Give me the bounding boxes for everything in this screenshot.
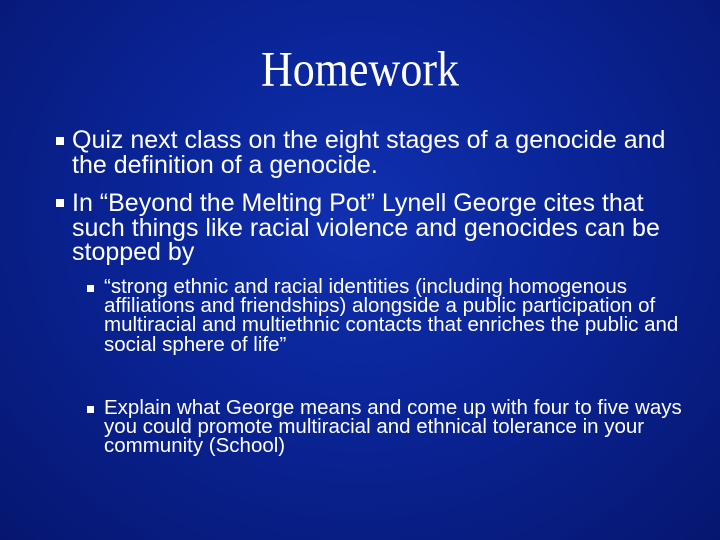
bullet-item: Quiz next class on the eight stages of a genocide and the definition of a genocide. bbox=[72, 126, 666, 179]
sub-bullet-marker-icon bbox=[87, 285, 94, 292]
sub-bullet-item: Explain what George means and come up with four to five ways you could promote multiracial and ethnical tolerance in your community (School) bbox=[104, 396, 682, 458]
sub-bullet-item: “strong ethnic and racial identities (including homogenous affiliations and friendships) alongside a public participation of multiracial and multiethnic contacts that enriches the public and social sphere of life” bbox=[104, 275, 679, 356]
bullet-item: In “Beyond the Melting Pot” Lynell George cites that such things like racial violence and genocides can be stopped by bbox=[72, 189, 660, 266]
bullet-marker-icon bbox=[56, 199, 64, 207]
slide-title: Homework bbox=[261, 41, 459, 97]
sub-bullet-marker-icon bbox=[87, 406, 94, 413]
bullet-marker-icon bbox=[56, 137, 64, 145]
